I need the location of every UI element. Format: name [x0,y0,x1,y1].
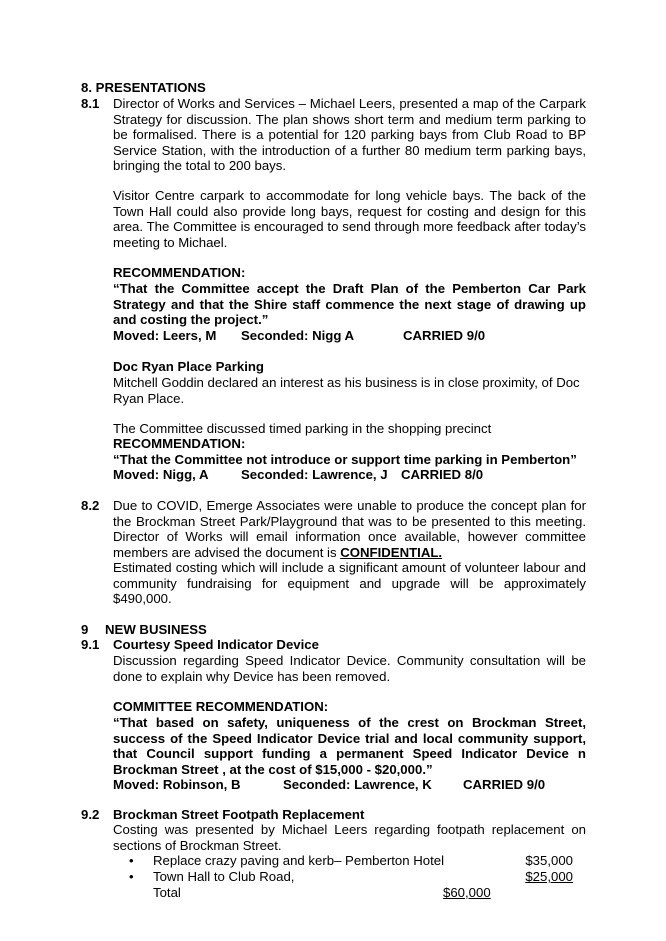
discussion-note: The Committee discussed timed parking in the shopping precinct [113,421,492,436]
cost-item-amount: $25,000 [525,869,573,884]
interest-declaration: Mitchell Goddin declared an interest as his business is in close proximity, of Doc Ryan Place. [113,375,580,406]
recommendation-label: RECOMMENDATION: [113,265,246,280]
item-9-1-paragraph: Discussion regarding Speed Indicator Device. Community consultation will be done to explain why Device has been removed. [113,653,586,684]
cost-line-item [129,853,589,869]
section-8-heading: 8. PRESENTATIONS [81,80,206,95]
motion-line [113,777,586,793]
item-9-2-number: 9.2 [81,807,100,822]
item-9-1-title: Courtesy Speed Indicator Device [113,637,319,652]
recommendation-text: “That the Committee not introduce or support time parking in Pemberton” [113,452,577,467]
confidential-notice: CONFIDENTIAL. [340,544,443,560]
recommendation-label: RECOMMENDATION: [113,436,246,451]
committee-recommendation-label: COMMITTEE RECOMMENDATION: [113,699,329,714]
total-amount: $60,000 [443,885,491,900]
recommendation-text: “That the Committee accept the Draft Plan of the Pemberton Car Park Strategy and that the Shire staff commence the next stage of drawing up and costing the project.” [113,281,586,328]
motion-result: CARRIED 8/0 [401,467,484,482]
motion-result: CARRIED 9/0 [403,328,486,343]
item-9-1-number: 9.1 [81,637,100,652]
item-8-2-paragraph-2: Estimated costing which will include a significant amount of volunteer labour and community fundraising for equipment and upgrade will be approximately $490,000. [113,560,586,607]
bullet-icon: • [129,853,134,868]
seconded-by: Seconded: Lawrence, K [283,777,432,792]
item-9-2-title: Brockman Street Footpath Replacement [113,807,365,822]
seconded-by: Seconded: Nigg A [241,328,355,343]
motion-result: CARRIED 9/0 [463,777,546,792]
seconded-by: Seconded: Lawrence, J [241,467,388,482]
committee-recommendation-text: “That based on safety, uniqueness of the crest on Brockman Street, success of the Speed Indicator Device trial and local community support, that Council support funding a permanent Speed Indicator Device n Brockman Street , at the cost of $15,000 - $20,000.” [113,715,586,777]
item-8-1-paragraph-1: Director of Works and Services – Michael Leers, presented a map of the Carpark Strategy for discussion. The plan shows short term and medium term parking to be formalised. There is a potential for 120 parking bays from Club Road to BP Service Station, with the introduction of a further 80 medium term parking bays, bringing the total to 200 bays. [113,96,586,174]
cost-item-label: Town Hall to Club Road, [153,869,295,884]
cost-item-amount: $35,000 [525,853,573,868]
cost-line-item [129,869,589,885]
bullet-icon: • [129,869,134,884]
motion-line [113,328,586,344]
cost-item-label: Replace crazy paving and kerb– Pemberton Hotel [153,853,445,868]
section-9-heading: NEW BUSINESS [105,622,207,637]
item-8-2-paragraph-1 [113,498,586,560]
item-9-2-paragraph: Costing was presented by Michael Leers regarding footpath replacement on sections of Brockman Street. [113,822,586,853]
total-label: Total [153,885,181,900]
moved-by: Moved: Robinson, B [113,777,241,792]
moved-by: Moved: Nigg, A [113,467,209,482]
item-8-1-paragraph-2: Visitor Centre carpark to accommodate for long vehicle bays. The back of the Town Hall could also provide long bays, request for costing and design for this area. The Committee is encouraged to send through more feedback after today’s meeting to Michael. [113,188,586,250]
item-8-2-number: 8.2 [81,498,100,513]
motion-line [113,467,586,483]
doc-ryan-subheading: Doc Ryan Place Parking [113,359,264,374]
moved-by: Moved: Leers, M [113,328,217,343]
section-9-number: 9 [81,622,89,637]
item-8-2-text: Due to COVID, Emerge Associates were unable to produce the concept plan for the Brockman Street Park/Playground that was to be presented to this meeting. Director of Works will email information once available, however committee members are advised the document is [113,498,586,560]
item-8-1-number: 8.1 [81,96,100,111]
